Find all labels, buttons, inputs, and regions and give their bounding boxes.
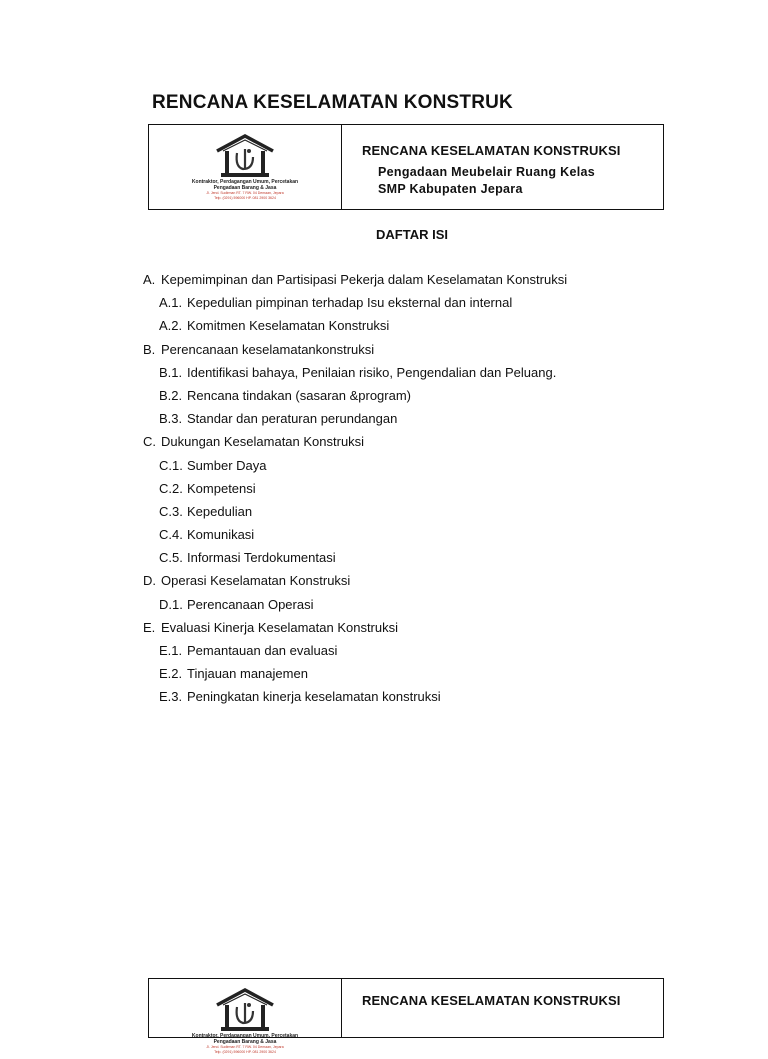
logo-cell	[149, 125, 342, 209]
toc-item-code: E.1.	[159, 643, 183, 658]
toc-subitem	[143, 317, 703, 340]
toc-item-code: D.1.	[159, 596, 183, 612]
logo-line-2: Pengadaan Barang & Jasa	[213, 185, 277, 191]
toc-item-code: E.3.	[159, 689, 183, 705]
toc-subitem	[143, 596, 703, 619]
toc-item-code: C.4.	[159, 527, 183, 543]
toc-item-text: Komunikasi	[187, 527, 255, 543]
logo-line-2: Pengadaan Barang & Jasa	[213, 1039, 277, 1045]
header-title: RENCANA KESELAMATAN KONSTRUKSI	[362, 143, 621, 158]
toc-subitem	[143, 526, 703, 549]
toc-item-code: D.	[143, 573, 156, 589]
toc-section	[143, 433, 703, 456]
company-logo	[163, 133, 327, 205]
toc-item-text: Kompetensi	[187, 480, 256, 496]
toc-subitem	[143, 364, 703, 387]
toc-item-code: A.	[143, 272, 156, 287]
logo-line-3: Jl. Jend. Sudirman RT. 7 RW. 04 Demaan, Jepara	[206, 191, 284, 195]
toc-subitem	[143, 480, 703, 503]
toc-subitem	[143, 410, 703, 433]
toc-item-text: Evaluasi Kinerja Keselamatan Konstruksi	[161, 619, 399, 635]
next-page-logo-cell	[149, 979, 342, 1054]
table-of-contents	[143, 271, 703, 712]
toc-item-code: E.2.	[159, 666, 183, 682]
logo-line-1: Kontraktor, Perdagangan Umum, Percetakan	[191, 179, 299, 185]
toc-item-text: Dukungan Keselamatan Konstruksi	[161, 434, 365, 450]
house-logo-icon	[213, 987, 277, 1033]
next-page-header-table	[148, 978, 664, 1054]
toc-subitem	[143, 503, 703, 526]
logo-line-3: Jl. Jend. Sudirman RT. 7 RW. 04 Demaan, Jepara	[206, 1045, 284, 1049]
header-subtitle-line-1: Pengadaan Meubelair Ruang Kelas	[378, 165, 595, 179]
document-title: RENCANA KESELAMATAN KONSTRUK	[152, 92, 513, 113]
logo-line-4: Telp. (0291) 596000 HP. 081 2900 3624	[214, 196, 276, 200]
toc-section	[143, 341, 703, 364]
next-page-header-info-cell	[342, 979, 663, 1037]
header-subtitle	[378, 164, 663, 198]
header-subtitle-line-2: SMP Kabupaten Jepara	[378, 182, 523, 196]
next-page-logo-text	[163, 1033, 327, 1055]
toc-item-code: B.1.	[159, 364, 183, 380]
toc-subitem	[143, 294, 703, 317]
logo-line-1: Kontraktor, Perdagangan Umum, Percetakan	[191, 1033, 299, 1039]
toc-item-code: A.1.	[159, 295, 183, 311]
toc-subitem	[143, 665, 703, 688]
toc-item-code: B.3.	[159, 411, 183, 427]
toc-item-code: C.5.	[159, 550, 183, 566]
toc-item-text: Tinjauan manajemen	[187, 666, 308, 682]
toc-item-text: Informasi Terdokumentasi	[187, 550, 336, 566]
house-logo-icon	[213, 133, 277, 179]
toc-item-text: Operasi Keselamatan Konstruksi	[161, 573, 351, 589]
next-page-header-title: RENCANA KESELAMATAN KONSTRUKSI	[362, 993, 621, 1008]
toc-subitem	[143, 457, 703, 480]
toc-section	[143, 271, 703, 294]
toc-item-code: E.	[143, 619, 156, 635]
toc-subitem	[143, 387, 703, 410]
toc-item-text: Kepedulian pimpinan terhadap Isu eksternal dan internal	[187, 295, 513, 311]
toc-item-text: Perencanaan Operasi	[187, 596, 314, 612]
toc-item-text: Kepemimpinan dan Partisipasi Pekerja dalam Keselamatan Konstruksi	[161, 272, 568, 287]
toc-item-code: C.	[143, 434, 156, 450]
toc-subitem	[143, 642, 703, 665]
logo-line-4: Telp. (0291) 596000 HP. 081 2900 3624	[214, 1050, 276, 1054]
toc-item-text: Peningkatan kinerja keselamatan konstruksi	[187, 689, 441, 705]
next-page-company-logo	[163, 987, 327, 1059]
toc-section	[143, 619, 703, 642]
toc-item-text: Komitmen Keselamatan Konstruksi	[187, 318, 390, 334]
toc-subitem	[143, 688, 703, 711]
toc-item-text: Rencana tindakan (sasaran &program)	[187, 387, 412, 403]
toc-item-code: C.1.	[159, 457, 183, 473]
toc-item-text: Sumber Daya	[187, 457, 267, 473]
toc-item-text: Pemantauan dan evaluasi	[187, 643, 338, 658]
toc-heading: DAFTAR ISI	[376, 227, 448, 242]
toc-item-text: Kepedulian	[187, 503, 253, 519]
toc-item-text: Standar dan peraturan perundangan	[187, 411, 398, 427]
toc-item-code: B.	[143, 341, 156, 357]
toc-item-code: B.2.	[159, 387, 183, 403]
toc-section	[143, 572, 703, 595]
toc-item-text: Perencanaan keselamatankonstruksi	[161, 341, 375, 357]
toc-item-code: C.3.	[159, 503, 183, 519]
header-table	[148, 124, 664, 210]
toc-item-code: C.2.	[159, 480, 183, 496]
header-info-cell	[342, 125, 663, 209]
toc-item-text: Identifikasi bahaya, Penilaian risiko, Pengendalian dan Peluang.	[187, 364, 557, 380]
toc-item-code: A.2.	[159, 318, 183, 334]
toc-subitem	[143, 549, 703, 572]
logo-text	[163, 179, 327, 201]
